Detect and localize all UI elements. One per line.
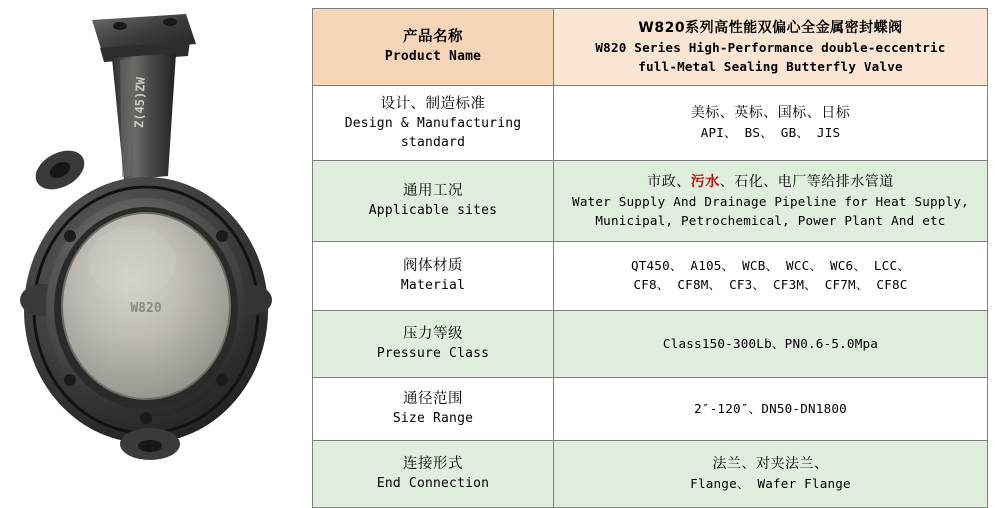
value-en: 2″-120″、DN50-DN1800 — [694, 400, 847, 416]
value-en: Class150-300Lb、PN0.6-5.0Mpa — [662, 335, 879, 351]
label-en: Pressure Class — [376, 346, 490, 362]
row-value-pressure-class — [554, 311, 988, 378]
value-en-line2: Municipal, Petrochemical, Power Plant And etc — [595, 212, 946, 228]
row-label-material — [313, 242, 554, 311]
row-label-size-range — [313, 378, 554, 441]
value-en-line1: Water Supply And Drainage Pipeline for Heat Supply, — [572, 193, 969, 209]
product-photo-pane — [0, 0, 310, 476]
value-cn: 美标、英标、国标、日标 — [690, 105, 851, 122]
value-cn-post: 、石化、电厂等给排水管道 — [719, 173, 894, 190]
row-value-size-range — [554, 378, 988, 441]
value-en-line2: CF8、 CF8M、 CF3、 CF3M、 CF7M、 CF8C — [633, 277, 908, 292]
row-value-design-standard — [554, 86, 988, 161]
body-marking-text: W820 — [130, 301, 162, 316]
label-cn: 通用工况 — [403, 183, 463, 200]
valve-stem — [112, 53, 176, 180]
row-label-pressure-class — [313, 311, 554, 378]
label-cn: 阀体材质 — [403, 258, 463, 275]
valve-top-plate — [92, 14, 196, 62]
value-cn — [558, 172, 983, 193]
label-cn: 设计、制造标准 — [380, 95, 486, 112]
table-row-pressure-class — [313, 311, 988, 378]
label-en: Material — [400, 278, 466, 294]
label-en-line2: standard — [400, 134, 466, 150]
label-cn: 通径范围 — [403, 391, 463, 408]
row-value-applicable-sites — [554, 161, 988, 242]
table-row-applicable-sites — [313, 161, 988, 242]
label-en: Applicable sites — [368, 203, 498, 219]
value-cn: W820系列高性能双偏心全金属密封蝶阀 — [638, 19, 903, 36]
table-row-product-name — [313, 9, 988, 86]
table-row-end-connection — [313, 441, 988, 508]
value-en: Flange、 Wafer Flange — [690, 476, 851, 492]
value-cn: 法兰、对夹法兰、 — [712, 456, 829, 473]
table-row-material — [313, 242, 988, 311]
row-label-applicable-sites — [313, 161, 554, 242]
value-en-line1: QT450、 A105、 WCB、 WCC、 WC6、 LCC、 — [630, 258, 911, 274]
product-spec-table — [312, 8, 988, 508]
spec-table-pane — [310, 0, 995, 492]
row-value-product-name — [554, 9, 988, 86]
table-row-size-range — [313, 378, 988, 441]
label-en: Size Range — [392, 411, 474, 427]
value-en-line1: W820 Series High-Performance double-eccentric — [595, 39, 946, 55]
label-en-line1: Design & Manufacturing — [344, 115, 522, 131]
table-row-design-standard — [313, 86, 988, 161]
row-value-material — [554, 242, 988, 311]
valve-body — [20, 143, 272, 460]
label-en: Product Name — [384, 49, 482, 65]
butterfly-valve-photo — [0, 0, 310, 476]
label-en: End Connection — [376, 476, 490, 492]
label-cn: 压力等级 — [403, 326, 463, 343]
label-cn: 产品名称 — [403, 29, 463, 46]
stem-marking-text: Z(45)ZW — [132, 77, 148, 129]
row-label-product-name — [313, 9, 554, 86]
label-cn: 连接形式 — [403, 456, 463, 473]
row-label-design-standard — [313, 86, 554, 161]
value-cn-highlight: 污水 — [690, 173, 720, 190]
row-label-end-connection — [313, 441, 554, 508]
value-en-line2: full-Metal Sealing Butterfly Valve — [638, 58, 903, 74]
value-en: API、 BS、 GB、 JIS — [700, 125, 841, 141]
value-cn-pre: 市政、 — [647, 173, 691, 190]
row-value-end-connection — [554, 441, 988, 508]
